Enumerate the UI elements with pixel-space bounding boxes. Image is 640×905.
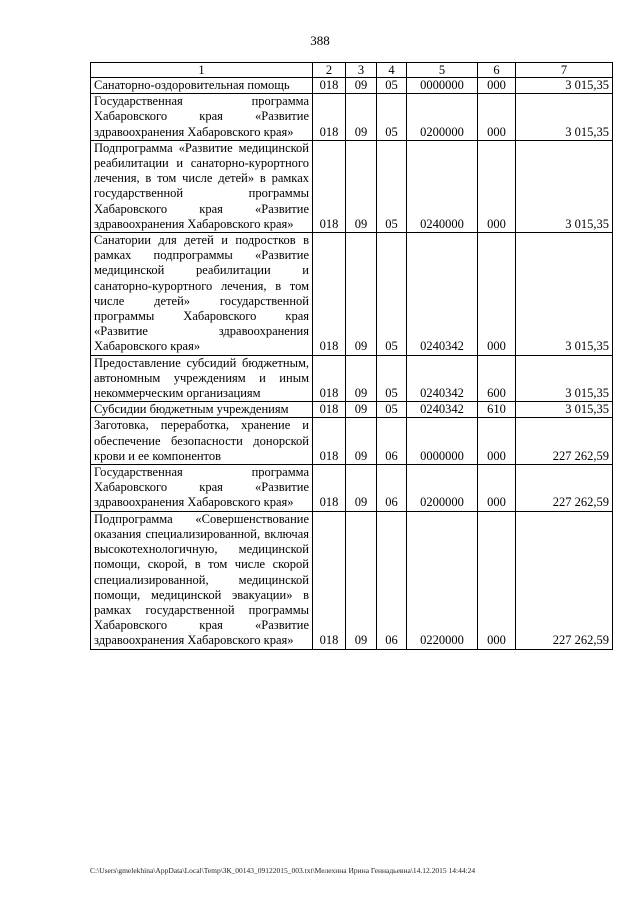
column-header: 7 <box>516 63 613 78</box>
ministry-code-cell: 018 <box>313 465 346 512</box>
target-article-cell: 0240342 <box>407 233 478 356</box>
table-row <box>91 465 613 512</box>
amount-cell: 3 015,35 <box>516 402 613 418</box>
column-header: 4 <box>377 63 407 78</box>
expense-type-cell: 000 <box>478 418 516 465</box>
expense-type-cell: 000 <box>478 233 516 356</box>
column-header: 1 <box>91 63 313 78</box>
table-row <box>91 94 613 141</box>
ministry-code-cell: 018 <box>313 233 346 356</box>
row-name-cell: Государственная программа Хабаровского края «Развитие здравоохранения Хабаровского края» <box>91 94 313 141</box>
subsection-code-cell: 06 <box>377 465 407 512</box>
row-name-cell: Предоставление субсидий бюджетным, автономным учреждениям и иным некоммерческим организациям <box>91 355 313 402</box>
subsection-code-cell: 05 <box>377 355 407 402</box>
ministry-code-cell: 018 <box>313 355 346 402</box>
expense-type-cell: 000 <box>478 78 516 94</box>
section-code-cell: 09 <box>346 78 377 94</box>
table-row <box>91 511 613 649</box>
subsection-code-cell: 05 <box>377 78 407 94</box>
expense-type-cell: 600 <box>478 355 516 402</box>
amount-cell: 3 015,35 <box>516 140 613 232</box>
section-code-cell: 09 <box>346 402 377 418</box>
row-name-cell: Санатории для детей и подростков в рамках подпрограммы «Развитие медицинской реабилитации и санаторно-курортного лечения, в том числе детей» государственной программы Хабаровского края «Развитие здравоохранения Хабаровского края» <box>91 233 313 356</box>
row-name-cell: Санаторно-оздоровительная помощь <box>91 78 313 94</box>
amount-cell: 227 262,59 <box>516 418 613 465</box>
row-name-cell: Государственная программа Хабаровского края «Развитие здравоохранения Хабаровского края» <box>91 465 313 512</box>
expense-type-cell: 610 <box>478 402 516 418</box>
row-name-cell: Подпрограмма «Совершенствование оказания специализированной, включая высокотехнологичную, медицинской помощи, скорой, в том числе скорой специализированной, медицинской помощи, медицинской эвакуации» в рамках государственной программы Хабаровского края «Развитие здравоохранения Хабаровского края» <box>91 511 313 649</box>
subsection-code-cell: 05 <box>377 402 407 418</box>
page-number: 388 <box>310 33 330 48</box>
amount-cell: 3 015,35 <box>516 78 613 94</box>
row-name-cell: Субсидии бюджетным учреждениям <box>91 402 313 418</box>
section-code-cell: 09 <box>346 94 377 141</box>
column-header: 5 <box>407 63 478 78</box>
subsection-code-cell: 05 <box>377 94 407 141</box>
target-article-cell: 0000000 <box>407 418 478 465</box>
table-row <box>91 78 613 94</box>
section-code-cell: 09 <box>346 465 377 512</box>
expense-type-cell: 000 <box>478 94 516 141</box>
target-article-cell: 0200000 <box>407 94 478 141</box>
amount-cell: 227 262,59 <box>516 511 613 649</box>
section-code-cell: 09 <box>346 511 377 649</box>
table-row <box>91 355 613 402</box>
subsection-code-cell: 06 <box>377 418 407 465</box>
ministry-code-cell: 018 <box>313 78 346 94</box>
amount-cell: 3 015,35 <box>516 94 613 141</box>
section-code-cell: 09 <box>346 355 377 402</box>
ministry-code-cell: 018 <box>313 94 346 141</box>
row-name-cell: Подпрограмма «Развитие медицинской реабилитации и санаторно-курортного лечения, в том числе детей» в рамках государственной программы Хабаровского края «Развитие здравоохранения Хабаровского края» <box>91 140 313 232</box>
target-article-cell: 0240342 <box>407 402 478 418</box>
table-row <box>91 402 613 418</box>
expense-type-cell: 000 <box>478 465 516 512</box>
ministry-code-cell: 018 <box>313 511 346 649</box>
ministry-code-cell: 018 <box>313 402 346 418</box>
target-article-cell: 0240342 <box>407 355 478 402</box>
subsection-code-cell: 05 <box>377 233 407 356</box>
ministry-code-cell: 018 <box>313 140 346 232</box>
section-code-cell: 09 <box>346 233 377 356</box>
row-name-cell: Заготовка, переработка, хранение и обеспечение безопасности донорской крови и ее компонентов <box>91 418 313 465</box>
section-code-cell: 09 <box>346 418 377 465</box>
subsection-code-cell: 05 <box>377 140 407 232</box>
budget-table <box>90 62 613 650</box>
column-header: 6 <box>478 63 516 78</box>
amount-cell: 227 262,59 <box>516 465 613 512</box>
table-row <box>91 233 613 356</box>
column-header: 3 <box>346 63 377 78</box>
expense-type-cell: 000 <box>478 140 516 232</box>
amount-cell: 3 015,35 <box>516 233 613 356</box>
ministry-code-cell: 018 <box>313 418 346 465</box>
section-code-cell: 09 <box>346 140 377 232</box>
file-path-footer: C:\Users\gmelekhina\AppData\Local\Temp\ЗК_00143_09122015_003.txt\Мелехина Ирина Геннадьевна\14.12.2015 14:44:24 <box>90 866 476 875</box>
column-header: 2 <box>313 63 346 78</box>
expense-type-cell: 000 <box>478 511 516 649</box>
subsection-code-cell: 06 <box>377 511 407 649</box>
table-header-row <box>91 63 613 78</box>
amount-cell: 3 015,35 <box>516 355 613 402</box>
target-article-cell: 0200000 <box>407 465 478 512</box>
target-article-cell: 0000000 <box>407 78 478 94</box>
target-article-cell: 0220000 <box>407 511 478 649</box>
target-article-cell: 0240000 <box>407 140 478 232</box>
table-row <box>91 140 613 232</box>
table-row <box>91 418 613 465</box>
